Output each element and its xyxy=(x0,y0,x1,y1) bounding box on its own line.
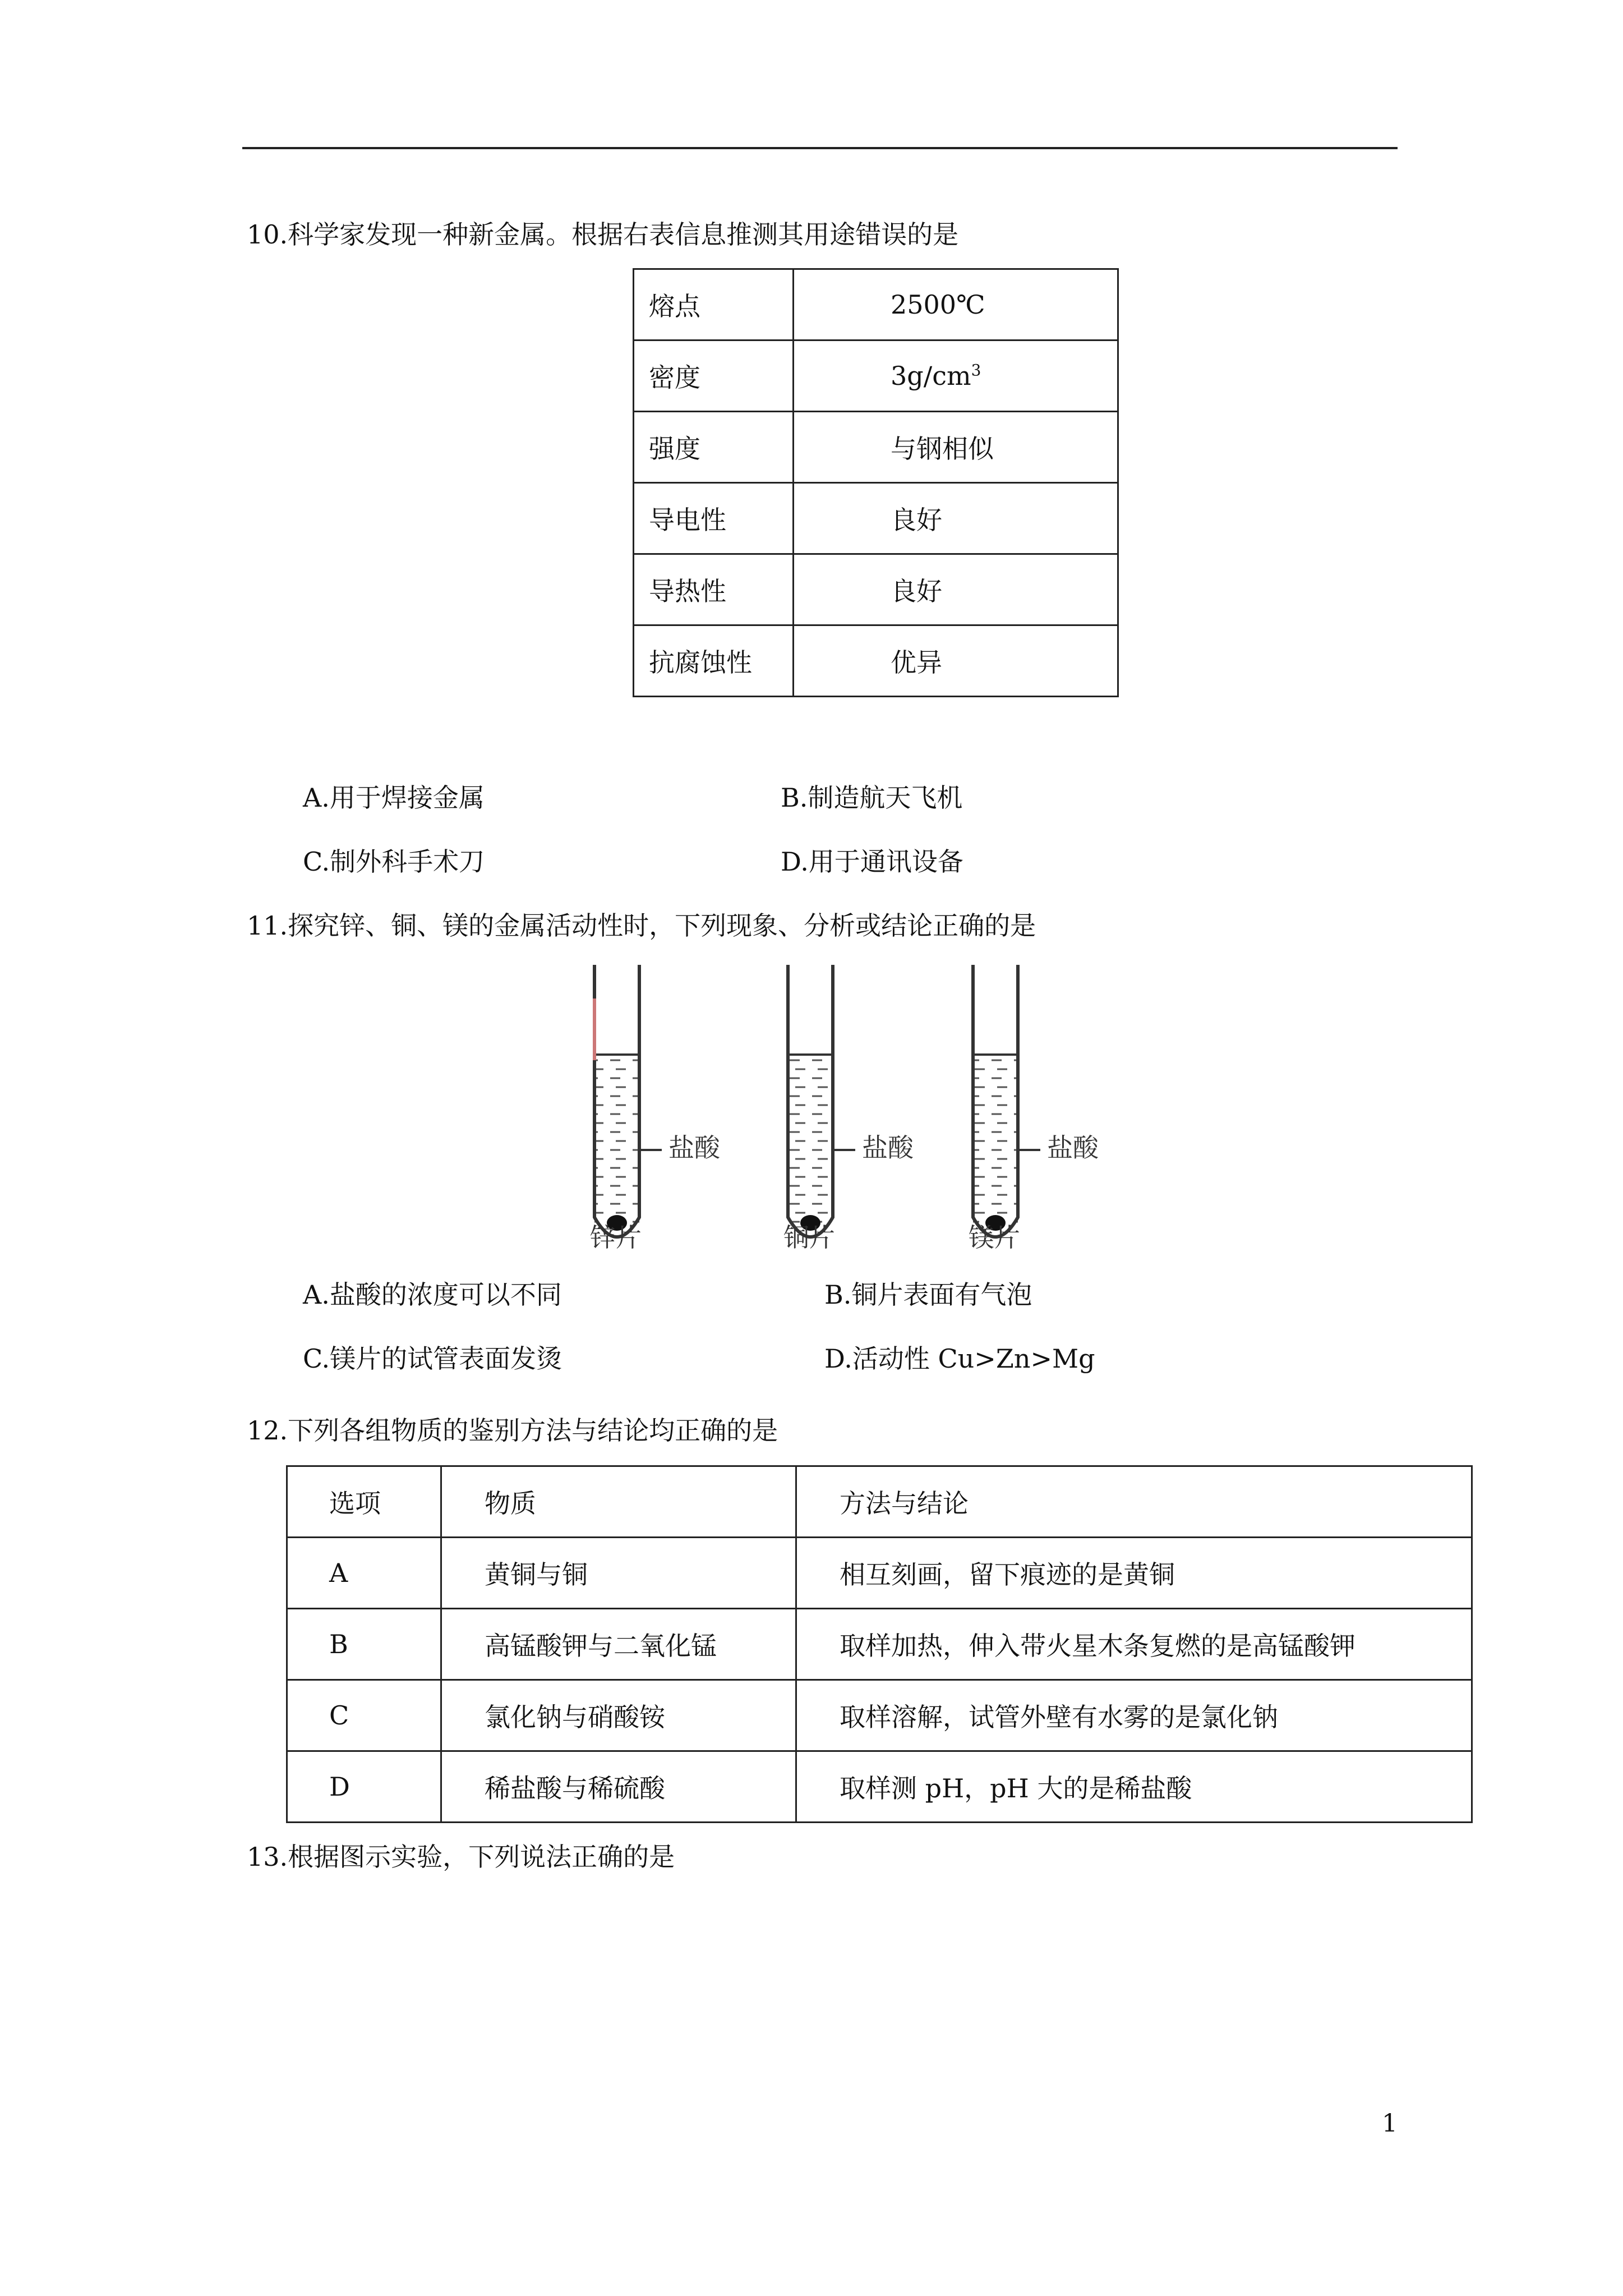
table-header-row xyxy=(287,1466,1472,1538)
prop-value: 优异 xyxy=(794,625,1118,697)
table-row xyxy=(634,483,1118,554)
table-row xyxy=(634,625,1118,697)
method-cell: 相互刻画，留下痕迹的是黄铜 xyxy=(796,1538,1472,1609)
density-value: 3g/cm xyxy=(891,361,971,391)
column-header: 物质 xyxy=(441,1466,796,1538)
q10-stem: 10.科学家发现一种新金属。根据右表信息推测其用途错误的是 xyxy=(247,219,959,250)
acid-label: 盐酸 xyxy=(668,1133,720,1163)
option-cell: D xyxy=(287,1751,441,1823)
page-number: 1 xyxy=(1382,2109,1398,2138)
option-cell: C xyxy=(287,1680,441,1751)
prop-value: 与钢相似 xyxy=(794,412,1118,483)
table-row xyxy=(287,1609,1472,1680)
density-exponent: 3 xyxy=(971,361,981,380)
prop-name: 熔点 xyxy=(634,269,794,341)
column-header: 选项 xyxy=(287,1466,441,1538)
option-cell: B xyxy=(287,1609,441,1680)
q11-option-b: B.铜片表面有气泡 xyxy=(824,1280,1032,1310)
substance-cell: 稀盐酸与稀硫酸 xyxy=(441,1751,796,1823)
substance-cell: 黄铜与铜 xyxy=(441,1538,796,1609)
option-cell: A xyxy=(287,1538,441,1609)
q10-property-table xyxy=(633,268,1119,697)
column-header: 方法与结论 xyxy=(796,1466,1472,1538)
header-rule xyxy=(242,147,1398,149)
prop-value: 良好 xyxy=(794,554,1118,625)
prop-name: 密度 xyxy=(634,341,794,412)
method-cell: 取样测 pH，pH 大的是稀盐酸 xyxy=(796,1751,1472,1823)
q12-stem: 12.下列各组物质的鉴别方法与结论均正确的是 xyxy=(247,1415,778,1446)
copper-tube xyxy=(788,965,855,1237)
q12-identification-table xyxy=(286,1465,1473,1823)
q13-stem: 13.根据图示实验，下列说法正确的是 xyxy=(247,1842,675,1872)
prop-name: 导电性 xyxy=(634,483,794,554)
prop-name: 强度 xyxy=(634,412,794,483)
prop-value: 良好 xyxy=(794,483,1118,554)
q11-option-a: A.盐酸的浓度可以不同 xyxy=(303,1280,562,1310)
tube-label-magnesium: 镁片 xyxy=(969,1222,1020,1253)
table-row xyxy=(634,341,1118,412)
magnesium-tube xyxy=(973,965,1040,1237)
prop-name: 导热性 xyxy=(634,554,794,625)
table-row xyxy=(287,1538,1472,1609)
tube-label-copper: 铜片 xyxy=(783,1222,835,1253)
table-row xyxy=(287,1751,1472,1823)
q11-option-c: C.镁片的试管表面发烫 xyxy=(303,1343,562,1374)
prop-name: 抗腐蚀性 xyxy=(634,625,794,697)
method-cell: 取样溶解，试管外壁有水雾的是氯化钠 xyxy=(796,1680,1472,1751)
q10-option-d: D.用于通讯设备 xyxy=(781,846,963,877)
q11-option-d: D.活动性 Cu>Zn>Mg xyxy=(824,1343,1095,1374)
test-tubes-figure xyxy=(561,965,1144,1279)
q10-option-c: C.制外科手术刀 xyxy=(303,846,485,877)
table-row xyxy=(634,412,1118,483)
method-cell: 取样加热，伸入带火星木条复燃的是高锰酸钾 xyxy=(796,1609,1472,1680)
table-row xyxy=(287,1680,1472,1751)
prop-value: 2500℃ xyxy=(794,269,1118,341)
table-row xyxy=(634,269,1118,341)
q10-option-b: B.制造航天飞机 xyxy=(781,783,963,813)
tube-label-zinc: 锌片 xyxy=(590,1222,642,1253)
table-row xyxy=(634,554,1118,625)
acid-label: 盐酸 xyxy=(1047,1133,1099,1163)
substance-cell: 高锰酸钾与二氧化锰 xyxy=(441,1609,796,1680)
prop-value xyxy=(794,341,1118,412)
substance-cell: 氯化钠与硝酸铵 xyxy=(441,1680,796,1751)
q11-stem: 11.探究锌、铜、镁的金属活动性时，下列现象、分析或结论正确的是 xyxy=(247,910,1036,941)
q10-option-a: A.用于焊接金属 xyxy=(303,783,485,813)
acid-label: 盐酸 xyxy=(862,1133,914,1163)
zinc-tube xyxy=(594,965,662,1237)
